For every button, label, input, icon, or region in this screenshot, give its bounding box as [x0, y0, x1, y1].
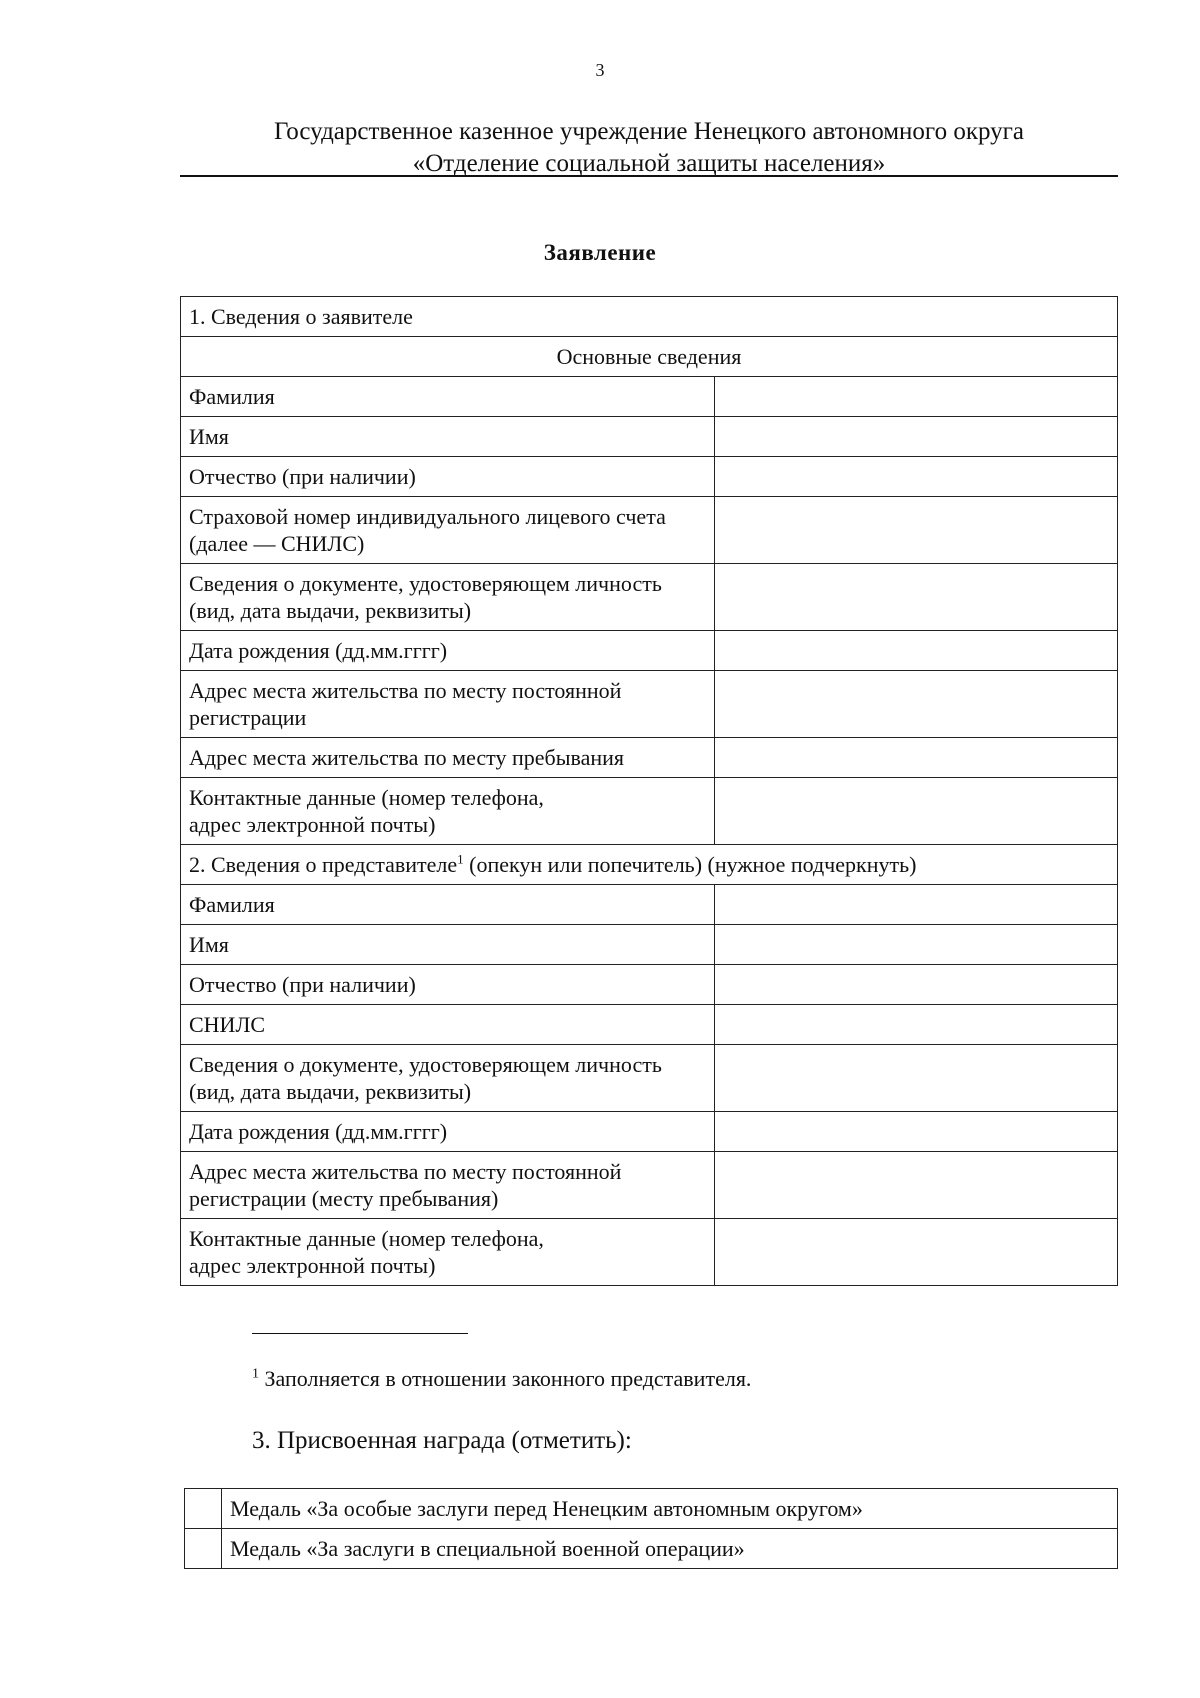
form-row: [181, 925, 1118, 965]
section-heading-row: [181, 297, 1118, 337]
form-row: [181, 497, 1118, 564]
form-row: [181, 738, 1118, 778]
footnote-divider: [252, 1333, 468, 1334]
applicant-stay-address-field[interactable]: [714, 738, 1117, 778]
applicant-contacts-field[interactable]: [714, 778, 1117, 845]
applicant-registration-address-field[interactable]: [714, 671, 1117, 738]
applicant-surname-label: Фамилия: [181, 377, 715, 417]
applicant-registration-address-label: Адрес места жительства по месту постоянной регистрации: [181, 671, 715, 738]
award-checkbox-2[interactable]: [185, 1529, 222, 1569]
applicant-first-name-label: Имя: [181, 417, 715, 457]
applicant-birth-date-field[interactable]: [714, 631, 1117, 671]
form-row: [181, 417, 1118, 457]
applicant-snils-label: Страховой номер индивидуального лицевого счета (далее — СНИЛС): [181, 497, 715, 564]
subsection-heading-row: [181, 337, 1118, 377]
representative-first-name-label: Имя: [181, 925, 715, 965]
organization-header: [180, 116, 1118, 180]
form-row: [181, 1005, 1118, 1045]
section-heading-row: [181, 845, 1118, 885]
form-row: [181, 631, 1118, 671]
award-row: [185, 1529, 1118, 1569]
awards-table: [184, 1488, 1118, 1569]
footnote: [252, 1366, 751, 1392]
form-row: [181, 1219, 1118, 1286]
footnote-text: Заполняется в отношении законного представителя.: [259, 1366, 752, 1391]
applicant-snils-field[interactable]: [714, 497, 1117, 564]
applicant-first-name-field[interactable]: [714, 417, 1117, 457]
applicant-birth-date-label: Дата рождения (дд.мм.гггг): [181, 631, 715, 671]
form-row: [181, 377, 1118, 417]
basic-info-subtitle: Основные сведения: [181, 337, 1118, 377]
organization-name-line2: «Отделение социальной защиты населения»: [412, 150, 886, 177]
form-row: [181, 778, 1118, 845]
applicant-id-document-field[interactable]: [714, 564, 1117, 631]
awards-heading: 3. Присвоенная награда (отметить):: [252, 1427, 632, 1454]
representative-snils-field[interactable]: [714, 1005, 1117, 1045]
representative-patronymic-label: Отчество (при наличии): [181, 965, 715, 1005]
representative-surname-label: Фамилия: [181, 885, 715, 925]
applicant-id-document-label: Сведения о документе, удостоверяющем личность (вид, дата выдачи, реквизиты): [181, 564, 715, 631]
representative-address-field[interactable]: [714, 1152, 1117, 1219]
representative-contacts-label: Контактные данные (номер телефона, адрес электронной почты): [181, 1219, 715, 1286]
form-row: [181, 564, 1118, 631]
form-row: [181, 1045, 1118, 1112]
form-row: [181, 965, 1118, 1005]
footnote-mark: 1: [252, 1366, 259, 1382]
applicant-surname-field[interactable]: [714, 377, 1117, 417]
representative-birth-date-field[interactable]: [714, 1112, 1117, 1152]
applicant-contacts-label: Контактные данные (номер телефона, адрес электронной почты): [181, 778, 715, 845]
applicant-stay-address-label: Адрес места жительства по месту пребывания: [181, 738, 715, 778]
representative-contacts-field[interactable]: [714, 1219, 1117, 1286]
applicant-section-title: 1. Сведения о заявителе: [181, 297, 1118, 337]
award-row: [185, 1489, 1118, 1529]
award-label-1: Медаль «За особые заслуги перед Ненецким автономным округом»: [222, 1489, 1118, 1529]
representative-snils-label: СНИЛС: [181, 1005, 715, 1045]
representative-birth-date-label: Дата рождения (дд.мм.гггг): [181, 1112, 715, 1152]
form-row: [181, 457, 1118, 497]
page-number: 3: [595, 60, 605, 80]
application-form-table: [180, 296, 1118, 1286]
award-label-2: Медаль «За заслуги в специальной военной операции»: [222, 1529, 1118, 1569]
award-checkbox-1[interactable]: [185, 1489, 222, 1529]
representative-section-title: 2. Сведения о представителе$^1$ (опекун или попечитель) (нужное подчеркнуть): [181, 845, 1118, 885]
representative-first-name-field[interactable]: [714, 925, 1117, 965]
applicant-patronymic-label: Отчество (при наличии): [181, 457, 715, 497]
document-title: Заявление: [543, 240, 657, 265]
form-row: [181, 1112, 1118, 1152]
representative-patronymic-field[interactable]: [714, 965, 1117, 1005]
footnote-reference: 1: [457, 851, 464, 867]
header-divider: [180, 175, 1118, 177]
representative-id-document-label: Сведения о документе, удостоверяющем личность (вид, дата выдачи, реквизиты): [181, 1045, 715, 1112]
form-row: [181, 1152, 1118, 1219]
representative-id-document-field[interactable]: [714, 1045, 1117, 1112]
form-row: [181, 885, 1118, 925]
organization-name-line1: Государственное казенное учреждение Ненецкого автономного округа: [274, 118, 1024, 145]
representative-surname-field[interactable]: [714, 885, 1117, 925]
applicant-patronymic-field[interactable]: [714, 457, 1117, 497]
form-row: [181, 671, 1118, 738]
representative-address-label: Адрес места жительства по месту постоянной регистрации (месту пребывания): [181, 1152, 715, 1219]
